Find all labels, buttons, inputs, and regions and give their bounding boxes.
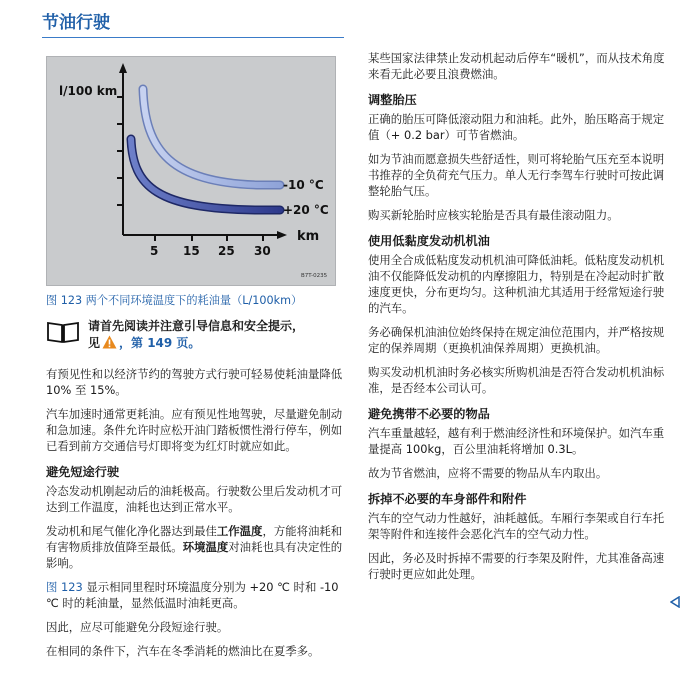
paragraph: 有预见性和以经济节约的驾驶方式行驶可轻易使耗油量降低 10% 至 15%。 xyxy=(46,367,343,397)
x-tick-label: 25 xyxy=(218,244,235,258)
x-axis-arrow xyxy=(277,231,287,239)
fuel-chart-svg xyxy=(47,57,335,285)
section-end-arrow-icon xyxy=(670,596,680,608)
safety-note-text xyxy=(88,318,304,352)
paragraph: 某些国家法律禁止发动机起动后停车“暖机”，而从技术角度来看无此必要且浪费燃油。 xyxy=(368,51,665,81)
curve-minus10 xyxy=(143,89,280,185)
x-axis-label: km xyxy=(297,229,320,244)
paragraph: 发动机和尾气催化净化器达到最佳工作温度，方能将油耗和有害物质排放值降至最低。环境温度对油耗也具有决定性的影响。 xyxy=(46,524,343,570)
figure-reference-link[interactable]: 图 123 xyxy=(46,580,83,594)
paragraph: 在相同的条件下，汽车在冬季消耗的燃油比在夏季多。 xyxy=(46,644,320,658)
paragraph: 汽车加速时通常更耗油。应有预见性地驾驶，尽量避免制动和急加速。条件允许时应松开油门踏板惯性滑行停车，例如已看到前方交通信号灯即将变为红灯时就应如此。 xyxy=(46,407,343,453)
paragraph: 如为节油而愿意损失些舒适性，则可将轮胎气压充至本说明书推荐的全负荷充气压力。单人无行李驾车行驶时可按此调整轮胎气压。 xyxy=(368,152,665,198)
paragraph: 购买发动机机油时务必核实所购机油是否符合发动机机油标准，是否经本公司认可。 xyxy=(368,365,665,395)
safety-note-line1: 请首先阅读并注意引导信息和安全提示， xyxy=(88,319,305,333)
paragraph: 图 123 显示相同里程时环境温度分别为 +20 ℃ 时和 -10 ℃ 时的耗油量，显然低温时油耗更高。 xyxy=(46,580,339,610)
curve-label-plus20: +20 °C xyxy=(283,203,329,217)
page-reference-link[interactable]: ，第 149 页。 xyxy=(119,336,201,350)
paragraph: 购买新轮胎时应核实轮胎是否具有最佳滚动阻力。 xyxy=(368,208,619,222)
fuel-consumption-figure xyxy=(46,56,336,286)
title-divider xyxy=(42,37,344,38)
left-column xyxy=(46,44,346,667)
curve-label-minus10: -10 °C xyxy=(283,178,324,192)
page-title: 节油行驶 xyxy=(42,13,110,33)
image-code: B7T-0235 xyxy=(301,273,328,279)
paragraph: 务必确保机油油位始终保持在规定油位范围内，并严格按规定的保养周期（更换机油保养周期）更换机油。 xyxy=(368,325,665,355)
y-axis-label: l/100 km xyxy=(59,84,118,98)
paragraph: 因此，务必及时拆掉不需要的行李架及附件，尤其准备高速行驶时更应如此处理。 xyxy=(368,551,665,581)
x-tick-label: 30 xyxy=(254,244,271,258)
book-icon xyxy=(46,320,80,344)
paragraph: 正确的胎压可降低滚动阻力和油耗。此外，胎压略高于规定值（+ 0.2 bar）可节省燃油。 xyxy=(368,112,665,142)
warning-icon xyxy=(102,335,117,349)
figure-caption: 图 123 两个不同环境温度下的耗油量（L/100km） xyxy=(46,294,303,307)
x-tick-label: 15 xyxy=(183,244,200,258)
paragraph: 因此，应尽可能避免分段短途行驶。 xyxy=(46,620,229,634)
safety-note xyxy=(46,318,346,352)
heading-low-viscosity-oil: 使用低黏度发动机机油 xyxy=(368,234,490,248)
paragraph: 汽车的空气动力性越好，油耗越低。车厢行李架或自行车托架等附件和连接件会恶化汽车的空气动力性。 xyxy=(368,511,665,541)
heading-avoid-short-trips: 避免短途行驶 xyxy=(46,465,120,479)
heading-remove-body-parts: 拆掉不必要的车身部件和附件 xyxy=(368,492,527,506)
right-column xyxy=(368,50,668,590)
paragraph: 冷态发动机刚起动后的油耗极高。行驶数公里后发动机才可达到工作温度，油耗也达到正常水平。 xyxy=(46,484,343,514)
x-tick-label: 5 xyxy=(150,244,159,258)
paragraph: 使用全合成低粘度发动机机油可降低油耗。低粘度发动机机油不仅能降低发动机的内摩擦阻力，特别是在冷起动时扩散速度更快，分布更均匀。这种机油尤其适用于经常短途行驶的汽车。 xyxy=(368,253,665,315)
curve-minus10-outline xyxy=(143,89,280,185)
paragraph: 汽车重量越轻，越有利于燃油经济性和环境保护。如汽车重量提高 100kg，百公里油耗将增加 0.3L。 xyxy=(368,426,665,456)
heading-avoid-unnecessary-items: 避免携带不必要的物品 xyxy=(368,407,490,421)
paragraph: 故为节省燃油，应将不需要的物品从车内取出。 xyxy=(368,466,608,480)
safety-note-see: 见 xyxy=(88,336,101,350)
y-axis-arrow xyxy=(119,63,127,73)
heading-tire-pressure: 调整胎压 xyxy=(368,93,417,107)
